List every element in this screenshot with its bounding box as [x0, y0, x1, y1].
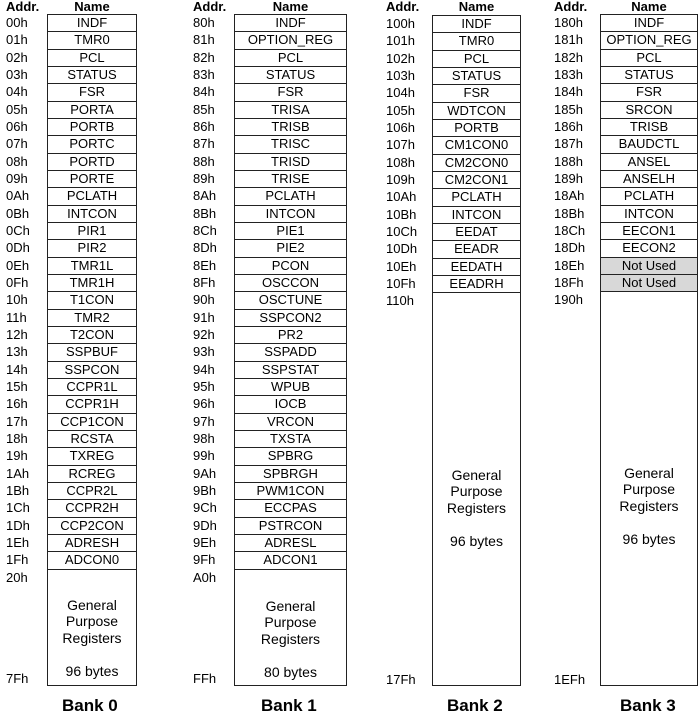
register-cell: PCL [234, 49, 347, 67]
register-address: 18Eh [554, 257, 585, 273]
gpr-line: 96 bytes [622, 530, 676, 547]
register-cell: TMR0 [47, 31, 137, 49]
name-header: Name [272, 0, 309, 14]
register-address: 10Eh [386, 258, 417, 274]
register-cell: SPBRG [234, 447, 347, 465]
register-address: 0Ah [6, 188, 30, 204]
register-address: 00h [6, 15, 28, 30]
register-cell: TMR0 [432, 32, 521, 50]
register-address: 99h [193, 448, 215, 464]
gpr-line [48, 646, 136, 663]
register-address: 9Eh [193, 534, 217, 550]
register-cell: INDF [234, 14, 347, 32]
gpr-line: General [451, 466, 502, 483]
register-address: 187h [554, 136, 583, 152]
register-address: 09h [6, 170, 28, 186]
register-address: 8Fh [193, 274, 216, 290]
register-address: 95h [193, 378, 215, 394]
register-address: 18Dh [554, 240, 586, 256]
register-address: 1Dh [6, 517, 30, 533]
gpr-line: General [67, 596, 117, 613]
register-address: 9Dh [193, 517, 217, 533]
register-cell: PORTD [47, 153, 137, 171]
gpr-description [601, 465, 697, 548]
register-cell: CCPR1H [47, 395, 137, 413]
register-cell: STATUS [600, 66, 698, 84]
register-address: 1Eh [6, 534, 30, 550]
gpr-description [235, 598, 346, 681]
register-address: 18Ah [554, 188, 585, 204]
register-cell: TRISE [234, 170, 347, 188]
gpr-line [433, 516, 520, 533]
gpr-start-address: 190h [554, 292, 583, 308]
register-cell: ADCON0 [47, 551, 137, 569]
register-address: 1Fh [6, 552, 29, 568]
register-cell: OSCCON [234, 274, 347, 292]
addr-header: Addr. [6, 0, 40, 14]
register-cell: PIE1 [234, 222, 347, 240]
register-address: 86h [193, 118, 215, 134]
register-address: 181h [554, 32, 583, 48]
register-cell: OPTION_REG [600, 31, 698, 49]
register-address: 188h [554, 153, 583, 169]
register-address: 08h [6, 153, 28, 169]
register-address: 14h [6, 361, 28, 377]
register-cell: CCP1CON [47, 413, 137, 431]
register-cell: OPTION_REG [234, 31, 347, 49]
register-cell: PORTB [432, 119, 521, 137]
register-address: 93h [193, 344, 215, 360]
register-address: 04h [6, 84, 28, 100]
register-cell: TRISA [234, 101, 347, 119]
register-address: 9Ah [193, 465, 217, 481]
register-cell: PIR2 [47, 239, 137, 257]
register-cell: TXREG [47, 447, 137, 465]
register-cell: TXSTA [234, 430, 347, 448]
register-cell: PCLATH [234, 187, 347, 205]
register-address: 15h [6, 378, 28, 394]
gpr-start-address: 20h [6, 569, 28, 585]
register-cell: TRISB [600, 118, 698, 136]
register-address: 10h [6, 292, 28, 308]
register-address: 102h [386, 50, 415, 66]
register-cell: CM1CON0 [432, 136, 521, 154]
register-address: 89h [193, 170, 215, 186]
register-cell: SSPCON2 [234, 309, 347, 327]
register-address: 18h [6, 430, 28, 446]
register-cell: INTCON [47, 205, 137, 223]
register-address: 82h [193, 49, 215, 65]
register-address: 98h [193, 430, 215, 446]
register-address: 0Bh [6, 205, 30, 221]
register-cell: CCPR2L [47, 482, 137, 500]
gpr-description [48, 597, 136, 680]
register-address: 186h [554, 118, 583, 134]
register-cell: T1CON [47, 291, 137, 309]
register-address: 8Ch [193, 222, 217, 238]
register-address: 107h [386, 137, 415, 153]
register-cell: CM2CON0 [432, 154, 521, 172]
gpr-description [433, 467, 520, 550]
register-cell: INTCON [432, 206, 521, 224]
register-address: 105h [386, 102, 415, 118]
register-cell: ANSEL [600, 153, 698, 171]
gpr-end-address: 1EFh [554, 672, 586, 687]
register-cell: CM2CON1 [432, 171, 521, 189]
register-cell: ECCPAS [234, 499, 347, 517]
gpr-end-address: 7Fh [6, 671, 29, 686]
gpr-line: Purpose [622, 481, 676, 498]
register-address: 81h [193, 32, 215, 48]
bank-label: Bank 2 [447, 696, 503, 715]
addr-header: Addr. [554, 0, 588, 14]
register-cell: PR2 [234, 326, 347, 344]
register-address: 10Dh [386, 241, 418, 257]
register-cell: PWM1CON [234, 482, 347, 500]
bank-label: Bank 1 [261, 696, 317, 715]
register-cell: PORTC [47, 135, 137, 153]
bank-label: Bank 3 [620, 696, 676, 715]
register-cell: INTCON [600, 205, 698, 223]
register-cell: SSPBUF [47, 343, 137, 361]
gpr-line: General [624, 464, 674, 481]
register-address: 109h [386, 171, 415, 187]
register-cell: PCL [47, 49, 137, 67]
gpr-line [235, 647, 346, 664]
register-cell: EEDAT [432, 223, 521, 241]
gpr-line: Registers [62, 629, 122, 646]
register-cell: EECON2 [600, 239, 698, 257]
register-address: 03h [6, 66, 28, 82]
register-address: 10Bh [386, 206, 417, 222]
register-cell: SSPADD [234, 343, 347, 361]
register-cell: ADCON1 [234, 551, 347, 569]
register-address: 1Ch [6, 500, 30, 516]
register-address: 85h [193, 101, 215, 117]
gpr-line: Purpose [65, 613, 119, 630]
register-cell: T2CON [47, 326, 137, 344]
register-address: 84h [193, 84, 215, 100]
register-address: 0Eh [6, 257, 30, 273]
register-cell: CCP2CON [47, 517, 137, 535]
register-cell: EECON1 [600, 222, 698, 240]
register-cell: RCSTA [47, 430, 137, 448]
register-cell: FSR [432, 84, 521, 102]
register-cell: STATUS [234, 66, 347, 84]
register-address: 8Ah [193, 188, 217, 204]
register-address: 184h [554, 84, 583, 100]
register-cell: PCLATH [432, 188, 521, 206]
gpr-line: Registers [446, 499, 507, 516]
register-address: 94h [193, 361, 215, 377]
register-address: 18Ch [554, 222, 586, 238]
name-header: Name [631, 0, 667, 14]
register-address: 97h [193, 413, 215, 429]
register-address: 87h [193, 136, 215, 152]
register-cell: TRISD [234, 153, 347, 171]
register-cell: PCLATH [600, 187, 698, 205]
register-address: 182h [554, 49, 583, 65]
gpr-line: 96 bytes [450, 532, 503, 549]
register-cell: ADRESL [234, 534, 347, 552]
register-cell: PCL [600, 49, 698, 67]
register-cell: TMR1L [47, 257, 137, 275]
register-cell: INDF [600, 14, 698, 32]
register-address: 83h [193, 66, 215, 82]
register-cell: PORTE [47, 170, 137, 188]
register-address: 103h [386, 67, 415, 83]
register-address: 19h [6, 448, 28, 464]
register-cell: STATUS [432, 67, 521, 85]
register-address: 18Bh [554, 205, 585, 221]
name-header: Name [74, 0, 110, 14]
register-address: 0Dh [6, 240, 30, 256]
register-cell: PORTB [47, 118, 137, 136]
register-cell: CCPR2H [47, 499, 137, 517]
general-purpose-registers [600, 291, 698, 686]
register-address: 10Ah [386, 189, 417, 205]
register-address: 101h [386, 33, 415, 49]
register-address: 01h [6, 32, 28, 48]
register-cell: RCREG [47, 465, 137, 483]
register-address: 91h [193, 309, 215, 325]
gpr-line: Registers [619, 497, 679, 514]
register-address: 17h [6, 413, 28, 429]
register-address: 10Ch [386, 223, 418, 239]
register-address: 9Bh [193, 482, 217, 498]
register-address: 106h [386, 119, 415, 135]
bank-label: Bank 0 [62, 696, 118, 715]
register-address: 18Fh [554, 274, 584, 290]
register-cell: PIE2 [234, 239, 347, 257]
register-address: 185h [554, 101, 583, 117]
register-address: 06h [6, 118, 28, 134]
register-address: 80h [193, 15, 215, 30]
gpr-line: 96 bytes [65, 662, 119, 679]
register-address: 0Ch [6, 222, 30, 238]
name-header: Name [458, 0, 495, 14]
unused-register: Not Used [600, 274, 698, 292]
register-address: 0Fh [6, 274, 29, 290]
register-cell: WPUB [234, 378, 347, 396]
register-address: 9Fh [193, 552, 216, 568]
register-address: 13h [6, 344, 28, 360]
register-cell: EEADRH [432, 275, 521, 293]
register-cell: PORTA [47, 101, 137, 119]
register-address: 8Eh [193, 257, 217, 273]
register-address: 10Fh [386, 275, 416, 291]
register-cell: VRCON [234, 413, 347, 431]
register-address: 1Bh [6, 482, 30, 498]
gpr-end-address: FFh [193, 671, 217, 686]
register-address: 88h [193, 153, 215, 169]
register-cell: INDF [432, 15, 521, 33]
addr-header: Addr. [386, 0, 420, 14]
register-cell: EEADR [432, 240, 521, 258]
gpr-line: Purpose [450, 483, 503, 500]
register-cell: WDTCON [432, 102, 521, 120]
general-purpose-registers [432, 292, 521, 686]
register-cell: PSTRCON [234, 517, 347, 535]
register-address: 11h [6, 309, 27, 325]
gpr-start-address: 110h [386, 293, 414, 309]
register-address: 96h [193, 396, 215, 412]
register-address: 108h [386, 154, 415, 170]
addr-header: Addr. [193, 0, 227, 14]
register-address: 90h [193, 292, 215, 308]
register-cell: SPBRGH [234, 465, 347, 483]
register-address: 183h [554, 66, 583, 82]
register-cell: EEDATH [432, 258, 521, 276]
register-address: 92h [193, 326, 215, 342]
register-address: 180h [554, 15, 583, 30]
general-purpose-registers [47, 569, 137, 686]
register-address: 8Bh [193, 205, 217, 221]
register-cell: FSR [47, 83, 137, 101]
register-cell: FSR [600, 83, 698, 101]
register-address: 05h [6, 101, 28, 117]
register-cell: SRCON [600, 101, 698, 119]
register-cell: PCLATH [47, 187, 137, 205]
register-address: 189h [554, 170, 583, 186]
register-address: 8Dh [193, 240, 217, 256]
register-cell: SSPCON [47, 361, 137, 379]
register-cell: IOCB [234, 395, 347, 413]
gpr-line: Registers [260, 630, 321, 647]
unused-register: Not Used [600, 257, 698, 275]
register-cell: CCPR1L [47, 378, 137, 396]
register-address: 12h [6, 326, 28, 342]
register-cell: OSCTUNE [234, 291, 347, 309]
register-address: 16h [6, 396, 28, 412]
register-cell: TRISB [234, 118, 347, 136]
register-cell: PIR1 [47, 222, 137, 240]
register-address: 9Ch [193, 500, 217, 516]
register-cell: ADRESH [47, 534, 137, 552]
register-address: 07h [6, 136, 28, 152]
register-cell: STATUS [47, 66, 137, 84]
register-cell: TMR1H [47, 274, 137, 292]
register-cell: SSPSTAT [234, 361, 347, 379]
gpr-line [601, 514, 697, 531]
gpr-start-address: A0h [193, 569, 217, 585]
register-cell: INDF [47, 14, 137, 32]
register-address: 104h [386, 85, 415, 101]
register-cell: PCL [432, 50, 521, 68]
gpr-end-address: 17Fh [386, 672, 416, 687]
register-cell: TRISC [234, 135, 347, 153]
gpr-line: General [265, 597, 316, 614]
register-address: 02h [6, 49, 28, 65]
register-address: 1Ah [6, 465, 30, 481]
register-cell: FSR [234, 83, 347, 101]
gpr-line: Purpose [264, 614, 317, 631]
register-cell: BAUDCTL [600, 135, 698, 153]
register-cell: PCON [234, 257, 347, 275]
register-address: 100h [386, 16, 415, 31]
register-cell: INTCON [234, 205, 347, 223]
register-cell: TMR2 [47, 309, 137, 327]
general-purpose-registers [234, 569, 347, 686]
register-cell: ANSELH [600, 170, 698, 188]
gpr-line: 80 bytes [264, 663, 317, 680]
